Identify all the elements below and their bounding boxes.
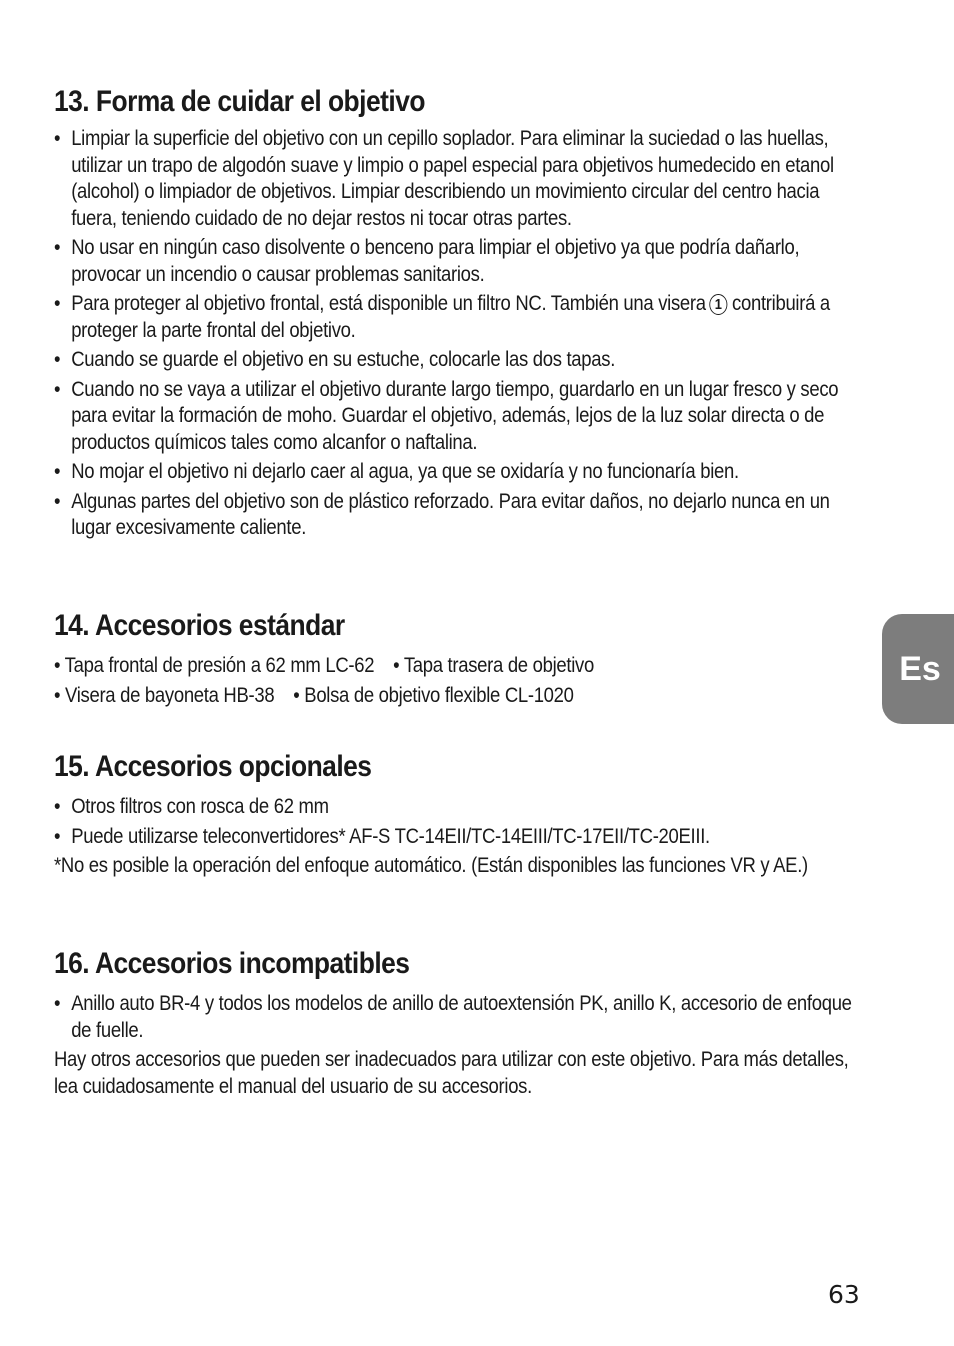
incompatible-content (54, 990, 864, 1099)
closing-paragraph: Hay otros accesorios que pueden ser inadecuados para utilizar con este objetivo. Para más detalles, lea cuidadosamente el manual del usuario de su accesorios. (54, 1047, 849, 1098)
accessory-row: • Tapa frontal de presión a 62 mm LC-62 • Tapa trasera de objetivo (54, 653, 594, 677)
list-item: • No mojar el objetivo ni dejarlo caer al agua, ya que se oxidaría y no funcionaría bien. (54, 458, 864, 485)
optional-list (54, 793, 864, 849)
section-title: 15. Accesorios opcionales (54, 750, 372, 783)
optional-content (54, 793, 864, 879)
list-item: • Cuando se guarde el objetivo en su estuche, colocarle las dos tapas. (54, 346, 864, 373)
list-item: • Otros filtros con rosca de 62 mm (54, 793, 864, 820)
section-lens-care (54, 84, 864, 544)
accessory-rows (54, 652, 864, 708)
footnote: *No es posible la operación del enfoque automático. (Están disponibles las funciones VR y AE.) (54, 853, 808, 877)
incompatible-list (54, 990, 864, 1043)
list-item: • Puede utilizarse teleconvertidores* AF-S TC-14EII/TC-14EIII/TC-17EII/TC-20EIII. (54, 823, 864, 850)
list-item: • Algunas partes del objetivo son de plástico reforzado. Para evitar daños, no dejarlo nunca en un lugar excesivamente caliente. (54, 488, 864, 541)
language-tab (882, 614, 954, 724)
section-title: 14. Accesorios estándar (54, 609, 345, 642)
care-list (54, 125, 864, 541)
list-item: • Anillo auto BR-4 y todos los modelos de anillo de autoextensión PK, anillo K, accesorio de enfoque de fuelle. (54, 990, 864, 1043)
section-optional-accessories (54, 749, 864, 879)
accessory-row: • Visera de bayoneta HB-38 • Bolsa de objetivo flexible CL-1020 (54, 682, 574, 707)
page-number: 63 (828, 1280, 860, 1309)
list-item-text: contribuirá a proteger la parte frontal del objetivo. (71, 291, 830, 342)
section-title: 16. Accesorios incompatibles (54, 947, 410, 980)
accessory-item: Bolsa de objetivo flexible CL-1020 (304, 682, 574, 707)
section-incompatible-accessories (54, 946, 864, 1099)
accessory-item: Tapa frontal de presión a 62 mm LC-62 (64, 653, 375, 677)
section-title: 13. Forma de cuidar el objetivo (54, 85, 425, 118)
callout-marker: 1 (709, 294, 727, 315)
list-item-text: Para proteger al objetivo frontal, está disponible un filtro NC. También una visera (71, 291, 706, 315)
list-item: • Limpiar la superficie del objetivo con un cepillo soplador. Para eliminar la suciedad o las huellas, utilizar un trapo de algodón suave y limpio o papel especial para objetivos humedecido en etanol (alcohol) o limpiador de objetivos. Limpiar describiendo un movimiento circular del centro hacia fuera, teniendo cuidado de no dejar restos ni tocar otras partes. (54, 125, 864, 231)
section-standard-accessories (54, 608, 864, 711)
language-tab-label: Es (899, 649, 941, 688)
list-item (54, 290, 864, 343)
list-item: • Cuando no se vaya a utilizar el objetivo durante largo tiempo, guardarlo en un lugar fresco y seco para evitar la formación de moho. Guardar el objetivo, además, lejos de la luz solar directa o de productos químicos tales como alcanfor o naftalina. (54, 376, 864, 456)
accessory-item: Tapa trasera de objetivo (403, 653, 594, 677)
list-item: • No usar en ningún caso disolvente o benceno para limpiar el objetivo ya que podría dañarlo, provocar un incendio o causar problemas sanitarios. (54, 234, 864, 287)
accessory-item: Visera de bayoneta HB-38 (65, 682, 275, 707)
